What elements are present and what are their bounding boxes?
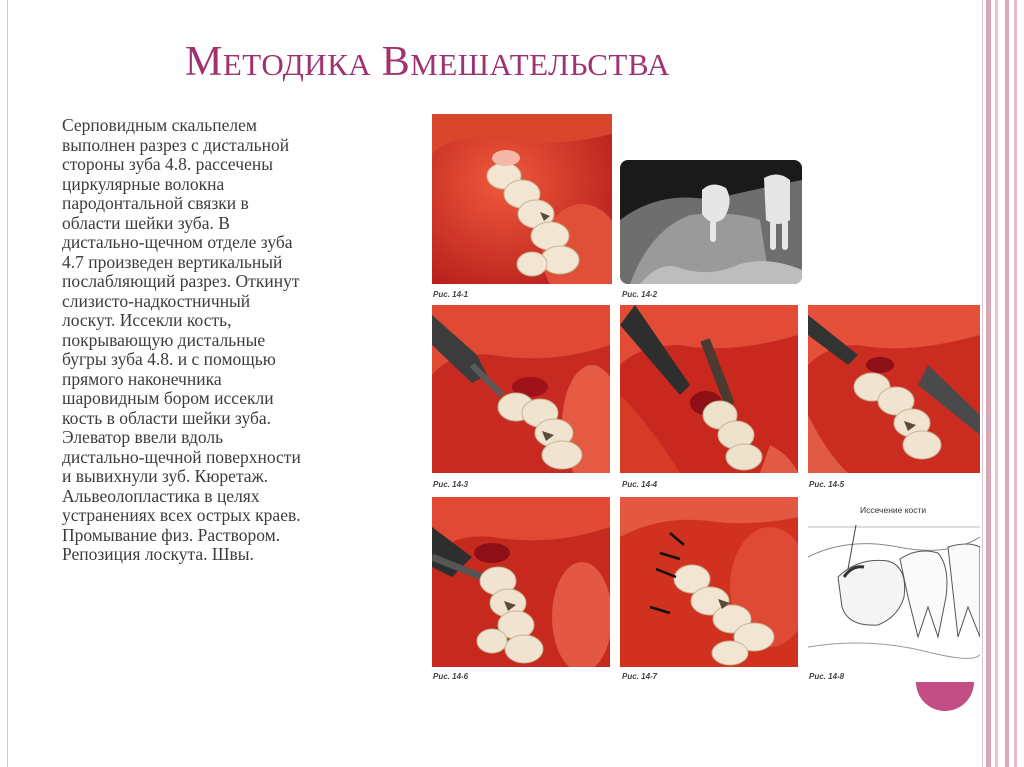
slide-title: МЕТОДИКА ВМЕШАТЕЛЬСТВА — [185, 39, 670, 85]
photo-fig-14-4 — [620, 305, 798, 473]
caption-fig-14-6: Рис. 14-6 — [433, 672, 469, 681]
photo-fig-14-7 — [620, 497, 798, 667]
caption-fig-14-8: Рис. 14-8 — [809, 672, 845, 681]
photo-fig-14-1 — [432, 114, 612, 284]
caption-fig-14-3: Рис. 14-3 — [433, 480, 469, 489]
photo-fig-14-6 — [432, 497, 610, 667]
diagram-label: Иссечение кости — [860, 505, 927, 515]
decorative-stripes — [983, 0, 1024, 767]
caption-fig-14-1: Рис. 14-1 — [433, 290, 469, 299]
photo-fig-14-3 — [432, 305, 610, 473]
xray-fig-14-2 — [620, 160, 802, 284]
caption-fig-14-7: Рис. 14-7 — [622, 672, 658, 681]
diagram-fig-14-8 — [808, 497, 980, 667]
slide-body-text: Серповидным скальпелем выполнен разрез с дистальной стороны зуба 4.8. рассечены циркулярные волокна пародонтальной связки в области шейки зуба. В дистально-щечном отделе зуба 4.7 произведен вертикальный послабляющий разрез. Откинут слизисто-надкостничный лоскут. Иссекли кость, покрывающую дистальные бугры зуба 4.8. и с помощью прямого наконечника шаровидным бором иссекли кость в области шейки зуба. Элеватор ввели вдоль дистально-щечной поверхности и вывихнули зуб. Кюретаж. Альвеолопластика в целях устранениях всех острых краев. Промывание физ. Раствором. Репозиция лоскута. Швы. — [62, 115, 301, 564]
caption-fig-14-4: Рис. 14-4 — [622, 480, 658, 489]
caption-fig-14-2: Рис. 14-2 — [622, 290, 658, 299]
caption-fig-14-5: Рис. 14-5 — [809, 480, 845, 489]
photo-fig-14-5 — [808, 305, 980, 473]
